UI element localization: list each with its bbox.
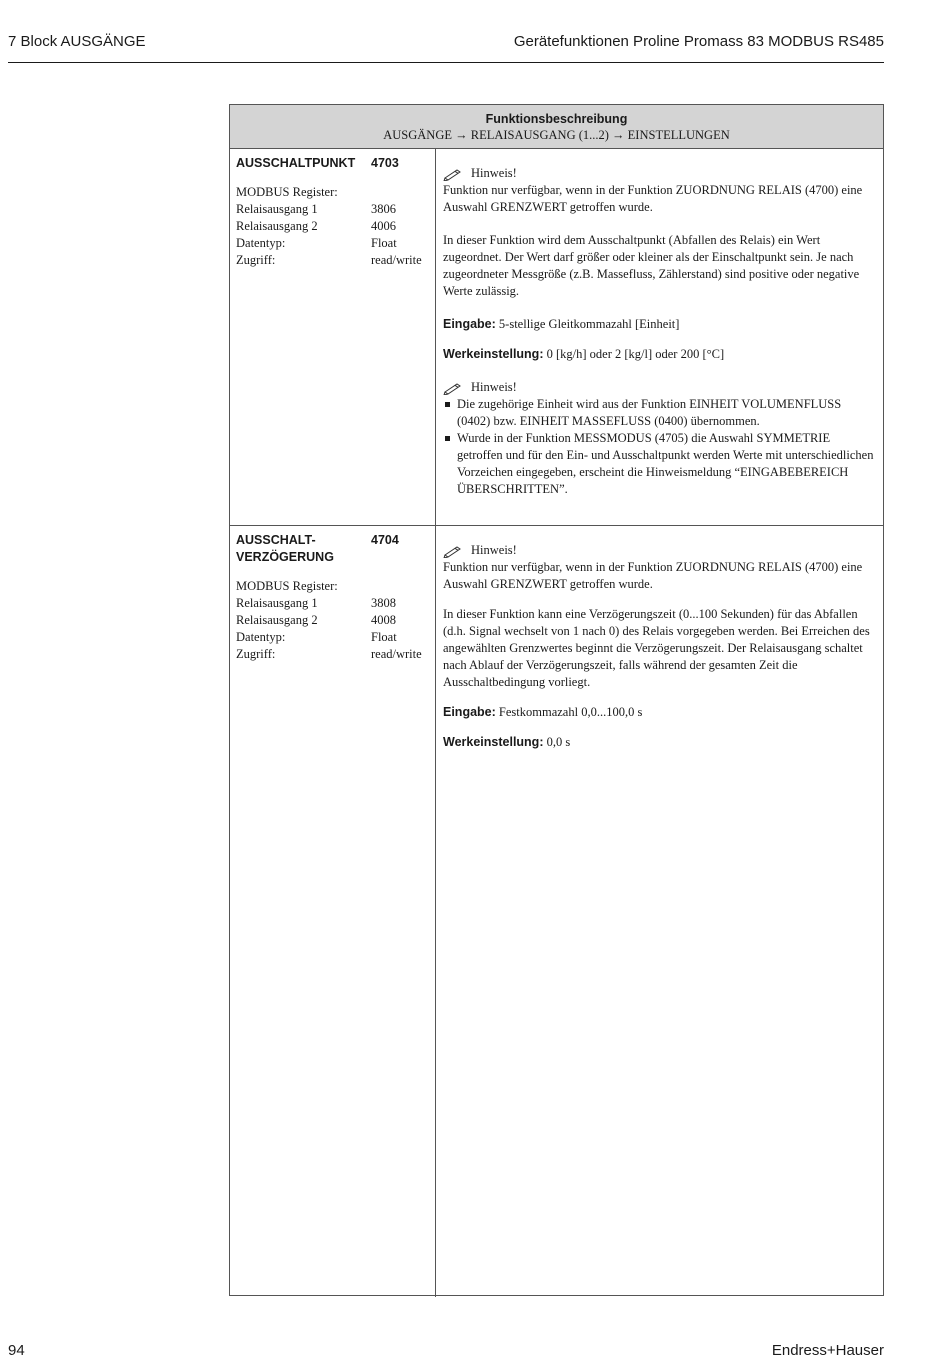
hint-note — [443, 165, 876, 216]
function-row-4704 — [230, 526, 883, 1297]
modbus-label: MODBUS Register: — [236, 185, 338, 199]
input-spec — [443, 316, 876, 333]
register-value: 4008 — [371, 613, 396, 627]
hint-title: Hinweis! — [471, 543, 517, 557]
modbus-label: MODBUS Register: — [236, 579, 338, 593]
register-line — [236, 612, 429, 629]
modbus-registers — [236, 578, 429, 663]
function-meta — [230, 526, 436, 1297]
register-label: Relaisausgang 2 — [236, 613, 318, 627]
brand-name: Endress+Hauser — [771, 1342, 884, 1359]
function-number: 4704 — [371, 533, 399, 547]
register-value: read/write — [371, 647, 422, 661]
section-title: 7 Block AUSGÄNGE — [8, 33, 146, 50]
pencil-icon — [443, 544, 463, 558]
default-value: 0,0 s — [546, 735, 571, 749]
register-line — [236, 218, 429, 235]
input-value: 5-stellige Gleitkommazahl [Einheit] — [498, 317, 680, 331]
register-value: 3806 — [371, 202, 396, 216]
function-meta — [230, 149, 436, 525]
register-value: read/write — [371, 253, 422, 267]
table-header — [230, 105, 883, 149]
default-label: Werkeinstellung: — [443, 347, 544, 361]
function-name: AUSSCHALTPUNKT — [236, 156, 356, 170]
table-heading: Funktionsbeschreibung — [485, 112, 628, 126]
register-line — [236, 201, 429, 218]
register-value: 3808 — [371, 596, 396, 610]
register-label: Zugriff: — [236, 253, 276, 267]
description-text: In dieser Funktion wird dem Ausschaltpunkt (Abfallen des Relais) ein Wert zugeordnet. Der Wert darf größer oder kleiner als der Einschaltpunkt sein. Je nach zugeordneter Messgröße (z.B. Massefluss, Zählerstand) sind positive oder negative Werte zulässig. — [443, 233, 860, 298]
hint-text: Funktion nur verfügbar, wenn in der Funktion ZUORDNUNG RELAIS (4700) eine Auswahl GRENZWERT getroffen wurde. — [443, 183, 863, 214]
register-line — [236, 646, 429, 663]
hint-text: Funktion nur verfügbar, wenn in der Funktion ZUORDNUNG RELAIS (4700) eine Auswahl GRENZWERT getroffen wurde. — [443, 560, 863, 591]
modbus-registers — [236, 184, 429, 269]
input-label: Eingabe: — [443, 705, 496, 719]
input-value: Festkommazahl 0,0...100,0 s — [498, 705, 643, 719]
default-label: Werkeinstellung: — [443, 735, 544, 749]
function-table — [229, 104, 884, 1296]
list-item: Die zugehörige Einheit wird aus der Funktion EINHEIT VOLUMENFLUSS (0402) bzw. EINHEIT MASSEFLUSS (0400) übernommen. — [443, 396, 876, 430]
hint-list — [443, 396, 876, 498]
register-label: Zugriff: — [236, 647, 276, 661]
page-number: 94 — [8, 1342, 25, 1359]
register-line — [236, 595, 429, 612]
pencil-icon — [443, 381, 463, 395]
menu-path: AUSGÄNGE → RELAISAUSGANG (1...2) → EINSTELLUNGEN — [383, 128, 730, 142]
hint-note — [443, 379, 876, 498]
register-label: Datentyp: — [236, 236, 286, 250]
register-line — [236, 235, 429, 252]
list-item: Wurde in der Funktion MESSMODUS (4705) die Auswahl SYMMETRIE getroffen und für den Ein- und Ausschaltpunkt werden Werte mit unterschiedlichen Vorzeichen eingegeben, erscheint die Hinweismeldung “EINGABEBEREICH ÜBERSCHRITTEN”. — [443, 430, 876, 498]
register-value: Float — [371, 630, 397, 644]
register-label: Relaisausgang 2 — [236, 219, 318, 233]
document-title: Gerätefunktionen Proline Promass 83 MODBUS RS485 — [513, 33, 884, 50]
hint-title: Hinweis! — [471, 380, 517, 394]
register-label: Datentyp: — [236, 630, 286, 644]
register-line — [236, 629, 429, 646]
function-row-4703 — [230, 149, 883, 526]
register-line — [236, 252, 429, 269]
hint-title: Hinweis! — [471, 166, 517, 180]
pencil-icon — [443, 167, 463, 181]
register-label: Relaisausgang 1 — [236, 596, 318, 610]
default-spec — [443, 734, 876, 751]
function-description — [436, 149, 883, 525]
register-value: 4006 — [371, 219, 396, 233]
page-header — [8, 33, 884, 63]
hint-note — [443, 542, 876, 593]
register-label: Relaisausgang 1 — [236, 202, 318, 216]
description-text: In dieser Funktion kann eine Verzögerungszeit (0...100 Sekunden) für das Abfallen (d.h. Signal wechselt von 1 nach 0) des Relais vorgegeben werden. Bei Erreichen des angewählten Grenzwertes beginnt die Verzögerungszeit. Der Relaisausgang schaltet nach Ablauf der Verzögerungszeit, falls während der gesamten Zeit die Ausschaltbedingung vorliegt. — [443, 607, 870, 689]
input-spec — [443, 704, 876, 721]
default-spec — [443, 346, 876, 363]
input-label: Eingabe: — [443, 317, 496, 331]
function-description — [436, 526, 883, 1297]
function-name: AUSSCHALT-VERZÖGERUNG — [236, 533, 334, 564]
function-number: 4703 — [371, 156, 399, 170]
default-value: 0 [kg/h] oder 2 [kg/l] oder 200 [°C] — [546, 347, 725, 361]
register-value: Float — [371, 236, 397, 250]
